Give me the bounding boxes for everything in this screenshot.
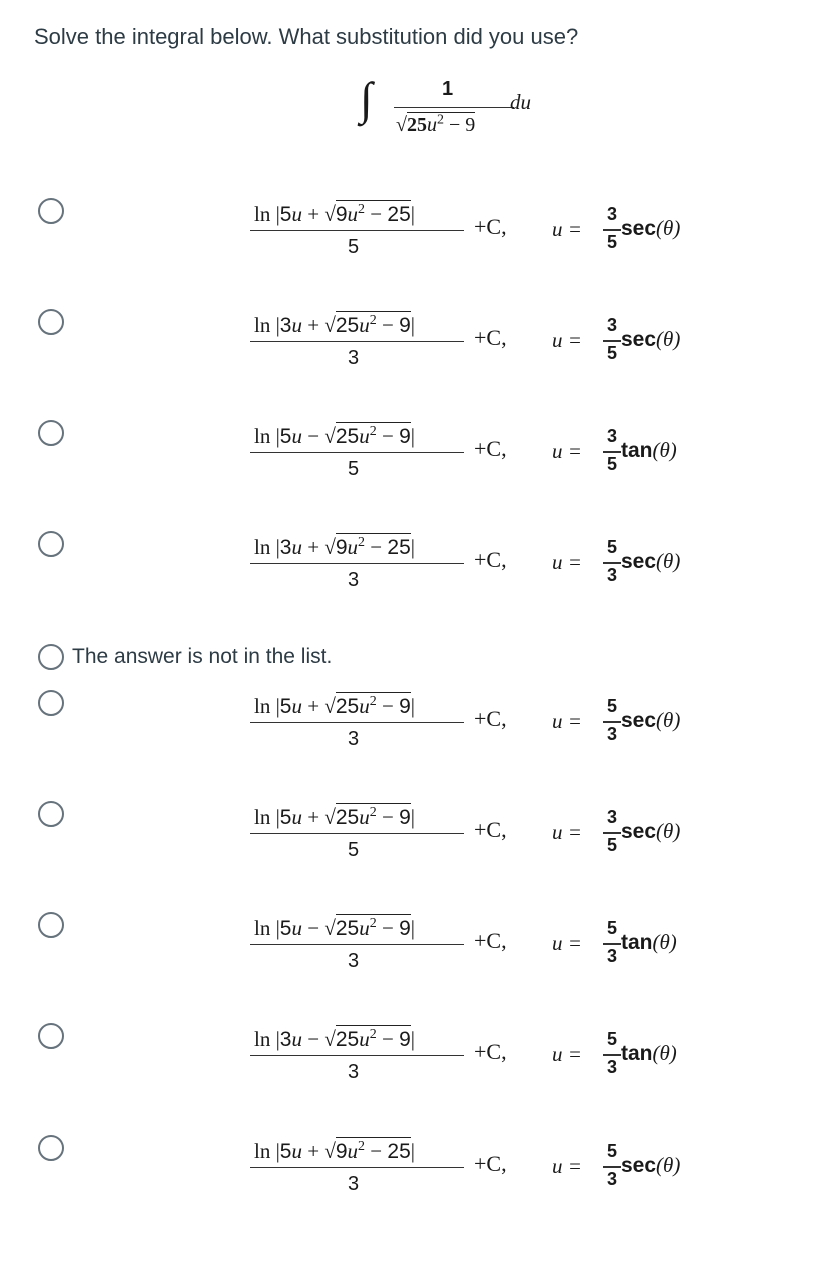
trig-name: sec — [621, 709, 657, 732]
sub-fraction-bar — [603, 943, 621, 945]
ln-label: ln | — [254, 313, 280, 337]
rad-const: 9 — [399, 806, 411, 829]
option-fraction — [250, 418, 466, 490]
rad-coef: 25 — [335, 917, 360, 940]
option-6 — [0, 799, 822, 889]
rad-minus: − — [365, 1139, 388, 1163]
u-equals: u = — [552, 709, 582, 733]
plus-c: +C, — [474, 706, 507, 731]
rad-exp: 2 — [358, 1139, 366, 1154]
rad-coef: 25 — [335, 425, 360, 448]
option-denominator: 5 — [348, 458, 360, 480]
rad-exp: 2 — [369, 805, 377, 820]
trig-name: sec — [621, 550, 657, 573]
question-text: Solve the integral below. What substitution did you use? — [34, 24, 579, 49]
rad-var: u — [359, 1027, 370, 1051]
abs-close: | — [410, 535, 415, 559]
sub-denominator: 5 — [606, 454, 617, 474]
sub-numerator: 3 — [606, 204, 617, 224]
rad-coef: 9 — [335, 1140, 348, 1163]
trig-name: tan — [621, 1042, 653, 1065]
sub-denominator: 3 — [606, 1057, 617, 1077]
radicand-rest: − 9 — [443, 114, 476, 136]
ln-coef: 5 — [279, 1140, 292, 1163]
sub-numerator: 5 — [606, 1029, 617, 1049]
trig-name: tan — [621, 439, 653, 462]
sub-fraction-bar — [603, 562, 621, 564]
sub-fraction-bar — [603, 229, 621, 231]
abs-close: | — [410, 805, 415, 829]
option-numerator — [254, 914, 415, 941]
ln-var: u — [291, 313, 302, 337]
rad-coef: 25 — [335, 806, 360, 829]
ln-coef: 5 — [279, 806, 292, 829]
u-equals: u = — [552, 1154, 582, 1178]
trig-theta: (θ) — [656, 549, 681, 573]
trig-theta: (θ) — [656, 216, 681, 240]
ln-sign: + √ — [301, 313, 336, 337]
u-equals: u = — [552, 1042, 582, 1066]
integral-sign: ∫ — [360, 73, 373, 124]
rad-exp: 2 — [358, 535, 366, 550]
trig-function — [621, 1041, 677, 1066]
option-2 — [0, 307, 822, 397]
sub-numerator: 5 — [606, 918, 617, 938]
substitution-fraction — [603, 1029, 621, 1081]
rad-const: 9 — [399, 425, 411, 448]
rad-minus: − — [376, 424, 400, 448]
rad-const: 25 — [387, 536, 411, 559]
plus-c: +C, — [474, 928, 507, 953]
ln-sign: − √ — [301, 1027, 336, 1051]
rad-minus: − — [376, 916, 400, 940]
sub-numerator: 5 — [606, 537, 617, 557]
integral-differential: du — [510, 90, 531, 114]
ln-var: u — [291, 424, 302, 448]
option-fraction — [250, 910, 466, 982]
plus-c: +C, — [474, 1151, 507, 1176]
substitution-fraction — [603, 315, 621, 367]
trig-function — [621, 438, 677, 463]
ln-label: ln | — [254, 916, 280, 940]
plus-c: +C, — [474, 436, 507, 461]
trig-function — [621, 819, 680, 844]
option-numerator — [254, 1137, 415, 1164]
sub-numerator: 3 — [606, 807, 617, 827]
rad-minus: − — [376, 694, 400, 718]
option-denominator: 5 — [348, 236, 360, 258]
rad-exp: 2 — [358, 202, 366, 217]
ln-sign: + √ — [301, 805, 336, 829]
option-denominator: 5 — [348, 839, 360, 861]
option-fraction-bar — [250, 452, 464, 453]
ln-sign: + √ — [301, 535, 336, 559]
rad-coef: 9 — [335, 536, 348, 559]
u-equals: u = — [552, 931, 582, 955]
ln-sign: + √ — [301, 1139, 336, 1163]
option-numerator — [254, 533, 415, 560]
abs-close: | — [410, 694, 415, 718]
sub-denominator: 3 — [606, 724, 617, 744]
abs-close: | — [410, 1139, 415, 1163]
trig-function — [621, 930, 677, 955]
trig-name: sec — [621, 820, 657, 843]
trig-function — [621, 1153, 680, 1178]
option-radicand — [336, 311, 411, 338]
ln-var: u — [291, 694, 302, 718]
ln-label: ln | — [254, 805, 280, 829]
ln-label: ln | — [254, 1027, 280, 1051]
rad-minus: − — [365, 535, 388, 559]
rad-coef: 9 — [335, 203, 348, 226]
rad-exp: 2 — [369, 694, 377, 709]
rad-const: 9 — [399, 917, 411, 940]
ln-coef: 5 — [279, 425, 292, 448]
option-radicand — [336, 533, 411, 560]
option-radicand — [336, 1137, 411, 1164]
substitution-fraction — [603, 537, 621, 589]
sub-numerator: 3 — [606, 426, 617, 446]
option-denominator: 3 — [348, 728, 360, 750]
rad-const: 9 — [399, 314, 411, 337]
integral-denominator: $√25u^2 - 9$ — [396, 112, 476, 136]
plus-c: +C, — [474, 547, 507, 572]
substitution-fraction — [603, 204, 621, 256]
option-denominator: 3 — [348, 950, 360, 972]
sub-denominator: 3 — [606, 565, 617, 585]
option-9 — [0, 1133, 822, 1223]
option-radicand — [336, 803, 411, 830]
ln-coef: 3 — [279, 536, 292, 559]
option-fraction-bar — [250, 563, 464, 564]
option-radicand — [336, 422, 411, 449]
option-fraction — [250, 799, 466, 871]
option-radicand — [336, 1025, 411, 1052]
sub-numerator: 3 — [606, 315, 617, 335]
substitution-fraction — [603, 807, 621, 859]
trig-theta: (θ) — [652, 438, 677, 462]
abs-close: | — [410, 202, 415, 226]
option-fraction-bar — [250, 230, 464, 231]
option-fraction-bar — [250, 1167, 464, 1168]
rad-var: u — [359, 694, 370, 718]
option-3 — [0, 418, 822, 508]
rad-const: 9 — [399, 695, 411, 718]
ln-var: u — [291, 805, 302, 829]
substitution-fraction — [603, 918, 621, 970]
ln-sign: + √ — [301, 694, 336, 718]
trig-name: sec — [621, 217, 657, 240]
trig-theta: (θ) — [656, 1153, 681, 1177]
option-numerator — [254, 803, 415, 830]
rad-var: u — [347, 535, 359, 559]
rad-var: u — [359, 313, 370, 337]
ln-label: ln | — [254, 424, 280, 448]
option-numerator — [254, 1025, 415, 1052]
sub-fraction-bar — [603, 721, 621, 723]
option-fraction — [250, 1021, 466, 1093]
u-equals: u = — [552, 439, 582, 463]
trig-theta: (θ) — [656, 327, 681, 351]
option-5 — [0, 688, 822, 778]
abs-close: | — [410, 1027, 415, 1051]
radio-not-in-list[interactable] — [38, 644, 64, 670]
option-4 — [0, 529, 822, 619]
rad-coef: 25 — [335, 314, 360, 337]
trig-name: sec — [621, 328, 657, 351]
abs-close: | — [410, 424, 415, 448]
trig-theta: (θ) — [652, 1041, 677, 1065]
abs-close: | — [410, 916, 415, 940]
option-denominator: 3 — [348, 347, 360, 369]
ln-label: ln | — [254, 694, 280, 718]
option-radicand — [336, 914, 411, 941]
trig-theta: (θ) — [656, 708, 681, 732]
u-equals: u = — [552, 820, 582, 844]
plus-c: +C, — [474, 325, 507, 350]
ln-coef: 5 — [279, 695, 292, 718]
integral-expression — [360, 74, 560, 146]
rad-exp: 2 — [369, 424, 377, 439]
ln-var: u — [291, 1139, 302, 1163]
u-equals: u = — [552, 550, 582, 574]
ln-label: ln | — [254, 1139, 280, 1163]
radicand-coef: 25 — [406, 114, 427, 136]
radicand-var: u — [426, 114, 437, 136]
sub-fraction-bar — [603, 1166, 621, 1168]
ln-sign: + √ — [301, 202, 336, 226]
ln-var: u — [291, 535, 302, 559]
option-fraction — [250, 307, 466, 379]
rad-var: u — [359, 916, 370, 940]
rad-coef: 25 — [335, 1028, 360, 1051]
sub-denominator: 3 — [606, 1169, 617, 1189]
abs-close: | — [410, 313, 415, 337]
option-radicand — [336, 692, 411, 719]
rad-const: 25 — [387, 203, 411, 226]
substitution-fraction — [603, 426, 621, 478]
ln-var: u — [291, 1027, 302, 1051]
option-8 — [0, 1021, 822, 1111]
sub-fraction-bar — [603, 451, 621, 453]
ln-coef: 3 — [279, 1028, 292, 1051]
ln-coef: 3 — [279, 314, 292, 337]
rad-minus: − — [376, 1027, 400, 1051]
rad-var: u — [359, 424, 370, 448]
ln-label: ln | — [254, 202, 280, 226]
sub-numerator: 5 — [606, 1141, 617, 1161]
integral-numerator: 1 — [442, 78, 454, 100]
option-denominator: 3 — [348, 1061, 360, 1083]
integral-fraction-bar — [394, 107, 514, 108]
ln-label: ln | — [254, 535, 280, 559]
option-7 — [0, 910, 822, 1000]
rad-exp: 2 — [369, 916, 377, 931]
sub-numerator: 5 — [606, 696, 617, 716]
option-fraction — [250, 1133, 466, 1205]
rad-var: u — [359, 805, 370, 829]
option-numerator — [254, 692, 415, 719]
ln-sign: − √ — [301, 424, 336, 448]
radicand-exp: 2 — [436, 112, 444, 128]
option-fraction-bar — [250, 944, 464, 945]
option-fraction-bar — [250, 722, 464, 723]
u-equals: u = — [552, 328, 582, 352]
trig-function — [621, 708, 680, 733]
option-fraction — [250, 196, 466, 268]
trig-function — [621, 549, 680, 574]
sub-denominator: 5 — [606, 343, 617, 363]
option-numerator — [254, 200, 415, 227]
rad-exp: 2 — [369, 1027, 377, 1042]
ln-coef: 5 — [279, 917, 292, 940]
option-numerator — [254, 311, 415, 338]
option-fraction-bar — [250, 1055, 464, 1056]
option-fraction-bar — [250, 341, 464, 342]
sub-denominator: 3 — [606, 946, 617, 966]
sub-denominator: 5 — [606, 835, 617, 855]
not-in-list-label[interactable]: The answer is not in the list. — [72, 645, 333, 668]
rad-exp: 2 — [369, 313, 377, 328]
option-denominator: 3 — [348, 1173, 360, 1195]
trig-name: tan — [621, 931, 653, 954]
rad-var: u — [347, 202, 359, 226]
option-1 — [0, 196, 822, 286]
plus-c: +C, — [474, 817, 507, 842]
ln-var: u — [291, 202, 302, 226]
rad-minus: − — [376, 805, 400, 829]
option-fraction-bar — [250, 833, 464, 834]
trig-name: sec — [621, 1154, 657, 1177]
ln-sign: − √ — [301, 916, 336, 940]
sub-fraction-bar — [603, 1054, 621, 1056]
option-numerator — [254, 422, 415, 449]
sub-fraction-bar — [603, 832, 621, 834]
trig-theta: (θ) — [652, 930, 677, 954]
substitution-fraction — [603, 696, 621, 748]
rad-const: 9 — [399, 1028, 411, 1051]
option-fraction — [250, 529, 466, 601]
option-radicand — [336, 200, 411, 227]
trig-function — [621, 327, 680, 352]
ln-coef: 5 — [279, 203, 292, 226]
substitution-fraction — [603, 1141, 621, 1193]
rad-minus: − — [376, 313, 400, 337]
option-denominator: 3 — [348, 569, 360, 591]
rad-coef: 25 — [335, 695, 360, 718]
rad-var: u — [347, 1139, 359, 1163]
sub-fraction-bar — [603, 340, 621, 342]
u-equals: u = — [552, 217, 582, 241]
trig-theta: (θ) — [656, 819, 681, 843]
plus-c: +C, — [474, 214, 507, 239]
rad-const: 25 — [387, 1140, 411, 1163]
rad-minus: − — [365, 202, 388, 226]
ln-var: u — [291, 916, 302, 940]
sub-denominator: 5 — [606, 232, 617, 252]
option-fraction — [250, 688, 466, 760]
plus-c: +C, — [474, 1039, 507, 1064]
trig-function — [621, 216, 680, 241]
